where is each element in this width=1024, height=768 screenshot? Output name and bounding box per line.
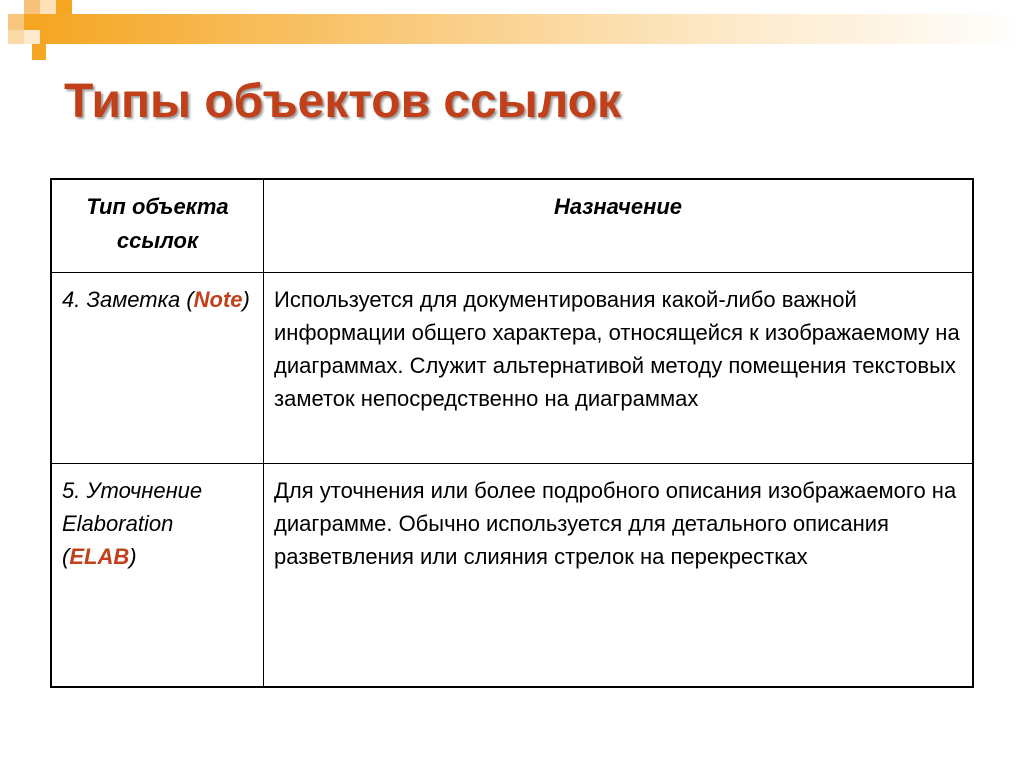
row-type-cell	[51, 464, 264, 688]
row-type-code: ELAB	[69, 544, 130, 569]
table-row	[51, 464, 973, 688]
row-type-prefix: 5. Уточнение Elaboration (	[62, 478, 203, 569]
table-header-row	[51, 179, 973, 273]
row-type-code: Note	[193, 287, 243, 312]
decoration-square	[24, 0, 40, 14]
decoration-square	[24, 30, 40, 44]
row-description: Используется для документирования какой-либо важной информации общего характера, относящейся к изображаемому на диаграммах. Служит альтернативой методу помещения текстовых заметок непосредственно на диаграммах	[264, 273, 974, 464]
row-description: Для уточнения или более подробного описания изображаемого на диаграмме. Обычно используется для детального описания разветвления или слияния стрелок на перекрестках	[264, 464, 974, 688]
header-purpose: Назначение	[264, 179, 974, 273]
reference-types-table	[50, 178, 974, 688]
decoration-square	[24, 14, 40, 30]
decoration-square	[56, 0, 72, 14]
header-decoration-bar	[40, 14, 1024, 44]
decoration-square	[32, 44, 46, 60]
slide-title: Типы объектов ссылок	[64, 75, 621, 128]
decoration-square	[8, 14, 24, 30]
table-row	[51, 273, 973, 464]
decoration-square	[8, 30, 24, 44]
header-type: Тип объекта ссылок	[51, 179, 264, 273]
row-type-prefix: 4. Заметка (	[62, 287, 194, 312]
row-type-suffix: )	[129, 544, 137, 569]
decoration-square	[40, 0, 56, 14]
row-type-suffix: )	[242, 287, 250, 312]
row-type-cell	[51, 273, 264, 464]
